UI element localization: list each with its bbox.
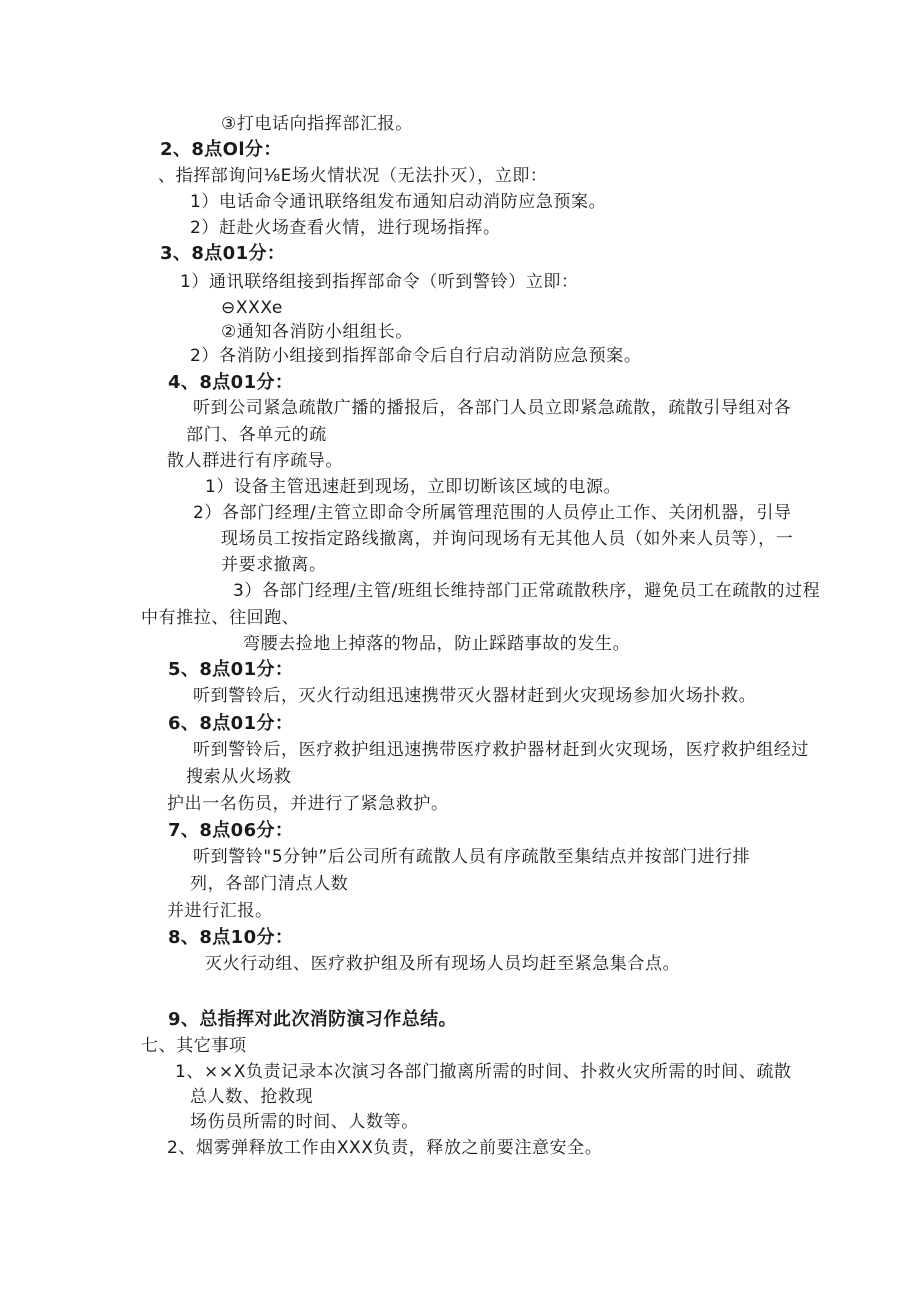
text-line: 1）电话命令通讯联络组发布通知启动消防应急预案。 [190,192,607,212]
text-line: 1）设备主管迅速赶到现场，立即切断该区域的电源。 [205,477,622,497]
text-line: 护出一名伤员，并进行了紧急救护。 [167,794,449,814]
text-line: 弯腰去捡地上掉落的物品，防止踩踏事故的发生。 [243,634,631,654]
text-line: 现场员工按指定路线撤离，并询问现场有无其他人员（如外来人员等），一 [221,529,794,549]
section-title: 七、其它事项 [141,1036,247,1056]
text-line: 散人群进行有序疏导。 [167,451,343,471]
text-line: 、指挥部询问⅛E场火情状况（无法扑灭），立即： [158,166,548,186]
text-line: 中有推拉、往回跑、 [141,608,300,628]
text-line: 听到警铃"5分钟”后公司所有疏散人员有序疏散至集结点并按部门进行排 [193,847,751,867]
text-line: 2、烟雾弹释放工作由XXX负责，释放之前要注意安全。 [167,1138,603,1158]
section-heading: 6、8点01分： [168,713,294,734]
text-line: 听到警铃后，医疗救护组迅速携带医疗救护器材赶到火灾现场，医疗救护组经过 [193,740,809,760]
text-line: ③打电话向指挥部汇报。 [221,114,413,134]
text-line: 场伤员所需的时间、人数等。 [190,1112,419,1132]
text-line: 听到公司紧急疏散广播的播报后，各部门人员立即紧急疏散，疏散引导组对各 [193,398,792,418]
text-line: 总人数、抢救现 [190,1087,314,1107]
text-line: 2）赶赴火场查看火情，进行现场指挥。 [190,218,501,238]
text-line: ⊖XXXe [221,298,283,318]
text-line: 1）通讯联络组接到指挥部命令（听到警铃）立即： [180,272,579,292]
text-line: 部门、各单元的疏 [186,425,327,445]
section-heading: 4、8点01分： [168,372,294,393]
text-line: 2）各部门经理/主管立即命令所属管理范围的人员停止工作、关闭机器，引导 [193,503,792,523]
text-line: 2）各消防小组接到指挥部命令后自行启动消防应急预案。 [190,346,642,366]
text-line: ②通知各消防小组组长。 [221,322,413,342]
text-line: 搜索从火场救 [186,767,292,787]
text-line: 列，各部门清点人数 [190,874,349,894]
text-line: 3）各部门经理/主管/班组长维持部门正常疏散秩序，避免员工在疏散的过程 [233,581,821,601]
section-heading: 9、总指挥对此次消防演习作总结。 [168,1009,457,1030]
text-line: 并进行汇报。 [167,901,273,921]
section-heading: 5、8点01分： [168,659,294,680]
section-heading: 8、8点10分： [168,927,294,948]
text-line: 1、××X负责记录本次演习各部门撤离所需的时间、扑救火灾所需的时间、疏散 [175,1062,792,1082]
section-heading: 3、8点01分： [160,243,286,264]
section-heading: 2、8点Ol分： [160,139,282,160]
section-heading: 7、8点06分： [168,820,294,841]
text-line: 并要求撤离。 [221,555,327,575]
text-line: 听到警铃后，灭火行动组迅速携带灭火器材赶到火灾现场参加火场扑救。 [193,686,757,706]
text-line: 灭火行动组、医疗救护组及所有现场人员均赶至紧急集合点。 [205,954,681,974]
